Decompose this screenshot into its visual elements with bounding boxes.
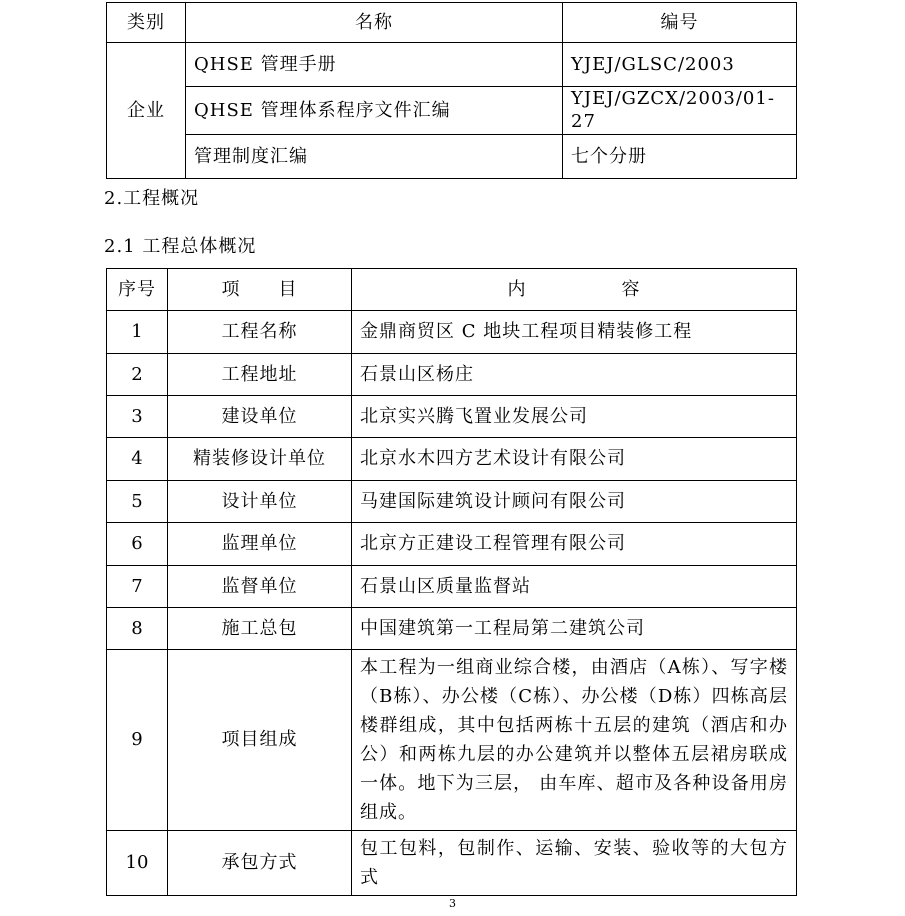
row-seq: 8 bbox=[107, 608, 168, 650]
doc-number-cell: YJEJ/GLSC/2003 bbox=[563, 43, 797, 87]
overview-header-content: 内 容 bbox=[352, 269, 797, 311]
table-row bbox=[107, 523, 797, 566]
row-item: 监督单位 bbox=[168, 566, 352, 608]
row-item: 工程名称 bbox=[168, 311, 352, 354]
row-seq: 7 bbox=[107, 566, 168, 608]
table-row bbox=[107, 566, 797, 608]
doc-group-label: 企业 bbox=[107, 43, 186, 179]
row-content: 本工程为一组商业综合楼，由酒店（A栋）、写字楼（B栋）、办公楼（C栋）、办公楼（D栋）四栋高层楼群组成，其中包括两栋十五层的建筑（酒店和办公）和两栋九层的办公建筑并以整体五层裙房联成一体。地下为三层， 由车库、超市及各种设备用房组成。 bbox=[352, 650, 797, 831]
doc-name-cell: QHSE 管理手册 bbox=[186, 43, 563, 87]
row-content: 马建国际建筑设计顾问有限公司 bbox=[352, 481, 797, 523]
row-content: 中国建筑第一工程局第二建筑公司 bbox=[352, 608, 797, 650]
doc-number-cell: YJEJ/GZCX/2003/01-27 bbox=[563, 87, 797, 135]
row-content: 金鼎商贸区 C 地块工程项目精装修工程 bbox=[352, 311, 797, 354]
overview-header-item: 项 目 bbox=[168, 269, 352, 311]
row-content: 石景山区质量监督站 bbox=[352, 566, 797, 608]
doc-header-name: 名称 bbox=[186, 3, 563, 43]
overview-header-row bbox=[107, 269, 797, 311]
overview-header-seq: 序号 bbox=[107, 269, 168, 311]
row-item: 承包方式 bbox=[168, 831, 352, 896]
row-item: 设计单位 bbox=[168, 481, 352, 523]
row-seq: 1 bbox=[107, 311, 168, 354]
table-row bbox=[107, 650, 797, 831]
doc-header-number: 编号 bbox=[563, 3, 797, 43]
doc-header-category: 类别 bbox=[107, 3, 186, 43]
row-content: 石景山区杨庄 bbox=[352, 354, 797, 396]
table-row bbox=[107, 481, 797, 523]
row-seq: 9 bbox=[107, 650, 168, 831]
table-row bbox=[107, 396, 797, 438]
row-seq: 4 bbox=[107, 438, 168, 481]
row-item: 施工总包 bbox=[168, 608, 352, 650]
row-seq: 6 bbox=[107, 523, 168, 566]
row-item: 精装修设计单位 bbox=[168, 438, 352, 481]
row-item: 监理单位 bbox=[168, 523, 352, 566]
row-seq: 2 bbox=[107, 354, 168, 396]
doc-number-cell: 七个分册 bbox=[563, 134, 797, 178]
overview-table bbox=[106, 268, 797, 896]
row-content: 包工包料，包制作、运输、安装、验收等的大包方式 bbox=[352, 831, 797, 896]
table-row bbox=[107, 831, 797, 896]
row-seq: 5 bbox=[107, 481, 168, 523]
table-row bbox=[107, 608, 797, 650]
doc-name-cell: QHSE 管理体系程序文件汇编 bbox=[186, 87, 563, 135]
document-table bbox=[106, 2, 797, 179]
row-content: 北京方正建设工程管理有限公司 bbox=[352, 523, 797, 566]
row-seq: 10 bbox=[107, 831, 168, 896]
table-row bbox=[107, 87, 797, 135]
row-item: 项目组成 bbox=[168, 650, 352, 831]
page-number: 3 bbox=[449, 897, 456, 910]
row-content: 北京实兴腾飞置业发展公司 bbox=[352, 396, 797, 438]
table-row bbox=[107, 311, 797, 354]
subsection-heading: 2.1 工程总体概况 bbox=[104, 236, 257, 257]
table-row bbox=[107, 134, 797, 178]
table-row bbox=[107, 354, 797, 396]
row-content: 北京水木四方艺术设计有限公司 bbox=[352, 438, 797, 481]
row-item: 建设单位 bbox=[168, 396, 352, 438]
doc-table-header-row bbox=[107, 3, 797, 43]
row-seq: 3 bbox=[107, 396, 168, 438]
table-row bbox=[107, 43, 797, 87]
doc-name-cell: 管理制度汇编 bbox=[186, 134, 563, 178]
row-item: 工程地址 bbox=[168, 354, 352, 396]
section-heading: 2.工程概况 bbox=[104, 188, 200, 209]
table-row bbox=[107, 438, 797, 481]
